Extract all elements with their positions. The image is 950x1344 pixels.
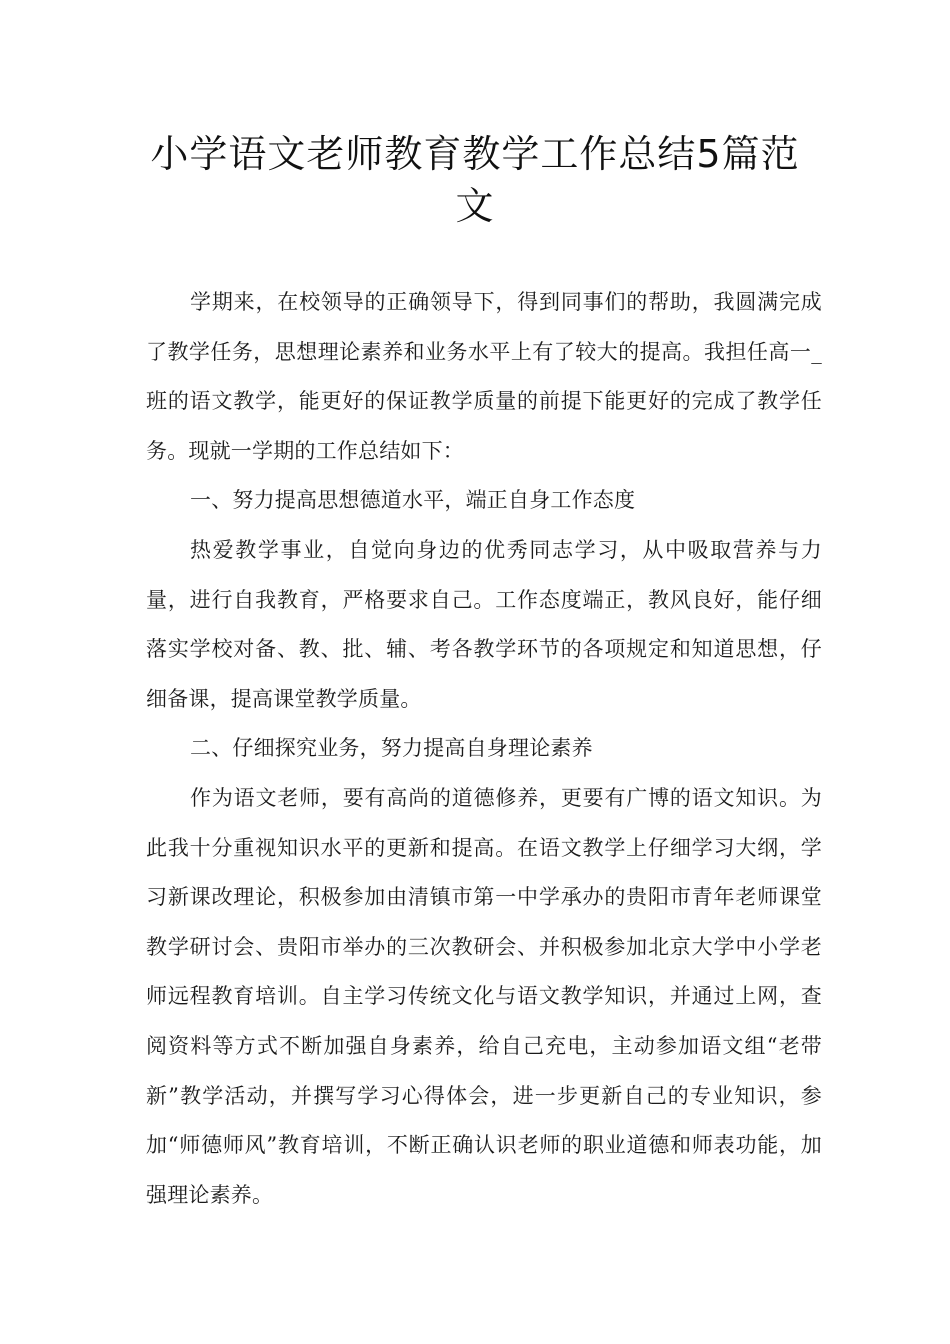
section-heading-2: 二、仔细探究业务，努力提高自身理论素养 xyxy=(190,736,593,761)
section-paragraph-2: 作为语文老师，要有高尚的道德修养，更要有广博的语文知识。为此我十分重视知识水平的更新和提高。在语文教学上仔细学习大纲，学习新课改理论，积极参加由清镇市第一中学承办的贵阳市青年老师课堂教学研讨会、贵阳市举办的三次教研会、并积极参加北京大学中小学老师远程教育培训。自主学习传统文化与语文教学知识，并通过上网，查阅资料等方式不断加强自身素养，给自己充电，主动参加语文组“老带新”教学活动，并撰写学习心得体会，进一步更新自己的专业知识，参加“师德师风”教育培训，不断正确认识老师的职业道德和师表功能，加强理论素养。 xyxy=(146,785,822,1207)
section-heading-1: 一、努力提高思想德道水平，端正自身工作态度 xyxy=(190,488,636,513)
document-title: 小学语文老师教育教学工作总结5篇范文 xyxy=(150,132,800,228)
section-paragraph-1: 热爱教学事业，自觉向身边的优秀同志学习，从中吸取营养与力量，进行自我教育，严格要求自己。工作态度端正，教风良好，能仔细落实学校对备、教、批、辅、考各教学环节的各项规定和知道思想，仔细备课，提高课堂教学质量。 xyxy=(146,537,822,711)
intro-paragraph: 学期来，在校领导的正确领导下，得到同事们的帮助，我圆满完成了教学任务，思想理论素养和业务水平上有了较大的提高。我担任高一_班的语文教学，能更好的保证教学质量的前提下能更好的完成了教学任务。现就一学期的工作总结如下： xyxy=(146,290,822,463)
document-body xyxy=(146,278,822,1220)
